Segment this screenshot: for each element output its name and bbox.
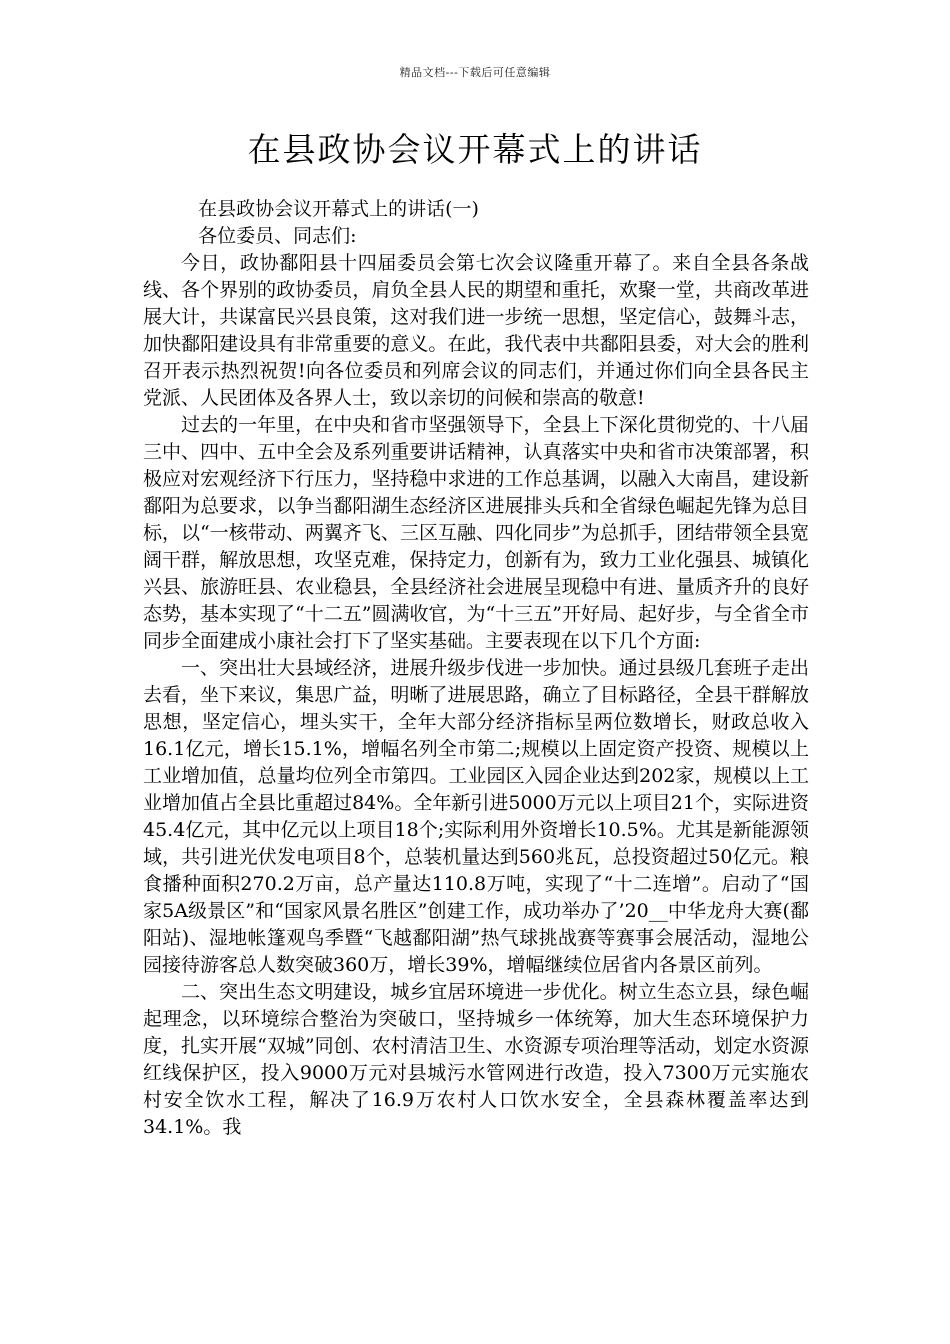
paragraph-ecological-civilization: 二、突出生态文明建设，城乡宜居环境进一步优化。树立生态立县，绿色崛起理念，以环境综合整治为突破口，坚持城乡一体统筹，加大生态环境保护力度，扎实开展“双城”同创、农村清洁卫生、水资源专项治理等活动，划定水资源红线保护区，投入9000万元对县城污水管网进行改造，投入7300万元实施农村安全饮水工程，解决了16.9万农村人口饮水安全，全县森林覆盖率达到34.1%。我 bbox=[143, 981, 809, 1138]
document-title: 在县政协会议开幕式上的讲话 bbox=[247, 130, 703, 169]
paragraph-opening: 今日，政协鄱阳县十四届委员会第七次会议隆重开幕了。来自全县各条战线、各个界别的政协委员，肩负全县人民的期望和重托，欢聚一堂，共商改革进展大计，共谋富民兴县良策，这对我们进一步统一思想，坚定信心，鼓舞斗志，加快鄱阳建设具有非常重要的意义。在此，我代表中共鄱阳县委，对大会的胜利召开表示热烈祝贺!向各位委员和列席会议的同志们，并通过你们向全县各民主党派、人民团体及各界人士，致以亲切的问候和崇高的敬意! bbox=[143, 252, 809, 409]
paragraph-county-economy: 一、突出壮大县域经济，进展升级步伐进一步加快。通过县级几套班子走出去看，坐下来议，集思广益，明晰了进展思路，确立了目标路径，全县干群解放思想，坚定信心，埋头实干，全年大部分经济指标呈两位数增长，财政总收入16.1亿元，增长15.1%，增幅名列全市第二;规模以上固定资产投资、规模以上工业增加值，总量均位列全市第四。工业园区入园企业达到202家，规模以上工业增加值占全县比重超过84%。全年新引进5000万元以上项目21个，实际进资45.4亿元，其中亿元以上项目18个;实际利用外资增长10.5%。尤其是新能源领域，共引进光伏发电项目8个，总装机量达到560兆瓦，总投资超过50亿元。粮食播种面积270.2万亩，总产量达110.8万吨，实现了“十二连增”。启动了“国家5A级景区”和“国家风景名胜区”创建工作，成功举办了’20__中华龙舟大赛(鄱阳站)、湿地帐篷观鸟季暨“飞越鄱阳湖”热气球挑战赛等赛事会展活动，湿地公园接待游客总人数突破360万，增长39%，增幅继续位居省内各景区前列。 bbox=[143, 657, 809, 976]
paragraph-past-year-review: 过去的一年里，在中央和省市坚强领导下，全县上下深化贯彻党的、十八届三中、四中、五中全会及系列重要讲话精神，认真落实中央和省市决策部署，积极应对宏观经济下行压力，坚持稳中求进的工作总基调，以融入大南昌，建设新鄱阳为总要求，以争当鄱阳湖生态经济区进展排头兵和全省绿色崛起先锋为总目标，以“一核带动、两翼齐飞、三区互融、四化同步”为总抓手，团结带领全县宽阔干群，解放思想，攻坚克难，保持定力，创新有为，致力工业化强县、城镇化兴县、旅游旺县、农业稳县，全县经济社会进展呈现稳中有进、量质齐升的良好态势，基本实现了“十二五”圆满收官，为“十三五”开好局、起好步，与全省全市同步全面建成小康社会打下了坚实基础。主要表现在以下几个方面: bbox=[143, 414, 809, 652]
speech-salutation: 各位委员、同志们: bbox=[198, 225, 357, 247]
document-body bbox=[143, 196, 809, 1141]
page-header-note: 精品文档---下载后可任意编辑 bbox=[399, 66, 551, 79]
speech-subtitle: 在县政协会议开幕式上的讲话(一) bbox=[198, 198, 479, 220]
